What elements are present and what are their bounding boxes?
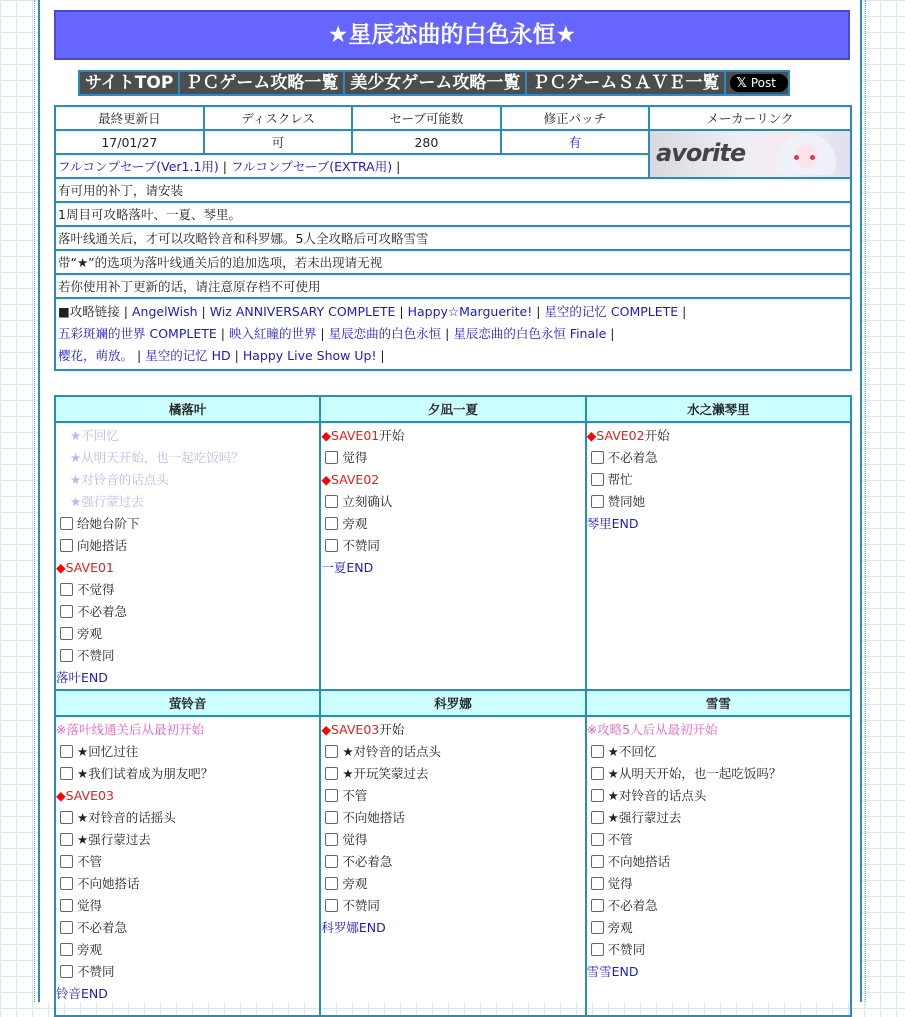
save-suffix: 开始 xyxy=(644,428,670,443)
route-header: 科罗娜 xyxy=(320,690,585,716)
choice-checkbox[interactable] xyxy=(325,451,338,464)
choice-checkbox[interactable] xyxy=(591,767,604,780)
guide-link[interactable]: 星空的记忆 HD xyxy=(145,348,231,363)
choice-label: 不向她搭话 xyxy=(342,810,405,825)
value-save-slots: 280 xyxy=(352,130,500,154)
save-point xyxy=(587,425,850,447)
choice-checkbox[interactable] xyxy=(60,627,73,640)
choice-label: ★对铃音的话点头 xyxy=(70,472,169,487)
choice-item xyxy=(321,895,584,917)
save-link-ver11[interactable]: フルコンプセーブ(Ver1.1用) xyxy=(58,159,219,174)
note-patch-warning: 若你使用补丁更新的话，请注意原存档不可使用 xyxy=(55,274,851,298)
note-text: ※攻略5人后从最初开始 xyxy=(586,722,718,737)
header-patch: 修正パッチ xyxy=(501,106,649,130)
choice-label: ★从明天开始，也一起吃饭吗？ xyxy=(607,766,782,781)
choice-checkbox[interactable] xyxy=(591,877,604,890)
choice-label: ★开玩笑蒙过去 xyxy=(342,766,429,781)
note-text: ※落叶线通关后从最初开始 xyxy=(56,722,204,737)
save-point xyxy=(56,785,319,807)
note-patch: 有可用的补丁，请安装 xyxy=(55,178,851,202)
choice-checkbox[interactable] xyxy=(60,899,73,912)
choice-checkbox[interactable] xyxy=(60,583,73,596)
choice-item xyxy=(56,741,319,763)
diamond-icon: ◆ xyxy=(321,722,331,737)
nav-bishoujo-game-list[interactable]: 美少女ゲーム攻略一覧 xyxy=(345,72,527,94)
save-suffix: 开始 xyxy=(379,428,405,443)
choice-label: 不管 xyxy=(77,854,103,869)
guide-label: ■攻略链接 xyxy=(58,304,120,319)
choice-item xyxy=(587,829,850,851)
save-suffix: 开始 xyxy=(379,722,405,737)
choice-item xyxy=(56,829,319,851)
choice-label: 觉得 xyxy=(77,898,103,913)
choice-checkbox[interactable] xyxy=(325,517,338,530)
route-header: 夕凪一夏 xyxy=(320,396,585,422)
save-label: SAVE02 xyxy=(330,472,380,487)
route-header: 萤铃音 xyxy=(55,690,320,716)
choice-label: 不赞同 xyxy=(77,964,115,979)
guide-link[interactable]: 星辰恋曲的白色永恒 xyxy=(328,326,442,341)
nav-pc-save-list[interactable]: ＰＣゲームＳＡＶＥ一覧 xyxy=(527,72,726,94)
guide-link[interactable]: 星辰恋曲的白色永恒 Finale xyxy=(453,326,607,341)
save-download-row: フルコンプセーブ(Ver1.1用) | フルコンプセーブ(EXTRA用) | xyxy=(55,154,649,178)
choice-checkbox[interactable] xyxy=(60,965,73,978)
choice-label: 不赞同 xyxy=(342,898,380,913)
choice-checkbox[interactable] xyxy=(325,745,338,758)
choice-label: 不觉得 xyxy=(77,582,115,597)
choice-item xyxy=(56,961,319,983)
choice-label: ★强行蒙过去 xyxy=(607,810,682,825)
choice-item xyxy=(587,939,850,961)
choice-item xyxy=(321,535,584,557)
choice-item xyxy=(321,741,584,763)
header-last-updated: 最終更新日 xyxy=(55,106,204,130)
choice-item xyxy=(56,645,319,667)
choice-checkbox[interactable] xyxy=(591,899,604,912)
choice-checkbox[interactable] xyxy=(60,921,73,934)
choice-checkbox[interactable] xyxy=(325,767,338,780)
save-label: SAVE01 xyxy=(330,428,380,443)
choice-label: 旁观 xyxy=(342,516,368,531)
choice-label: 旁观 xyxy=(342,876,368,891)
choice-checkbox[interactable] xyxy=(591,921,604,934)
content-column xyxy=(38,0,862,1002)
choice-checkbox[interactable] xyxy=(325,855,338,868)
guide-link[interactable]: 映入紅瞳的世界 xyxy=(228,326,317,341)
guide-link[interactable]: 樱花，萌放。 xyxy=(58,348,134,363)
choice-item xyxy=(56,939,319,961)
choice-item xyxy=(56,807,319,829)
choice-item xyxy=(587,447,850,469)
guide-link[interactable]: Wiz ANNIVERSARY COMPLETE xyxy=(209,304,396,319)
top-nav xyxy=(78,70,790,96)
choice-item xyxy=(321,807,584,829)
choice-item xyxy=(587,763,850,785)
save-label: SAVE03 xyxy=(65,788,114,803)
choice-checkbox[interactable] xyxy=(325,495,338,508)
choice-item xyxy=(321,829,584,851)
route-cell xyxy=(320,716,585,1016)
choice-item xyxy=(321,873,584,895)
patch-link[interactable]: 有 xyxy=(501,130,649,154)
choice-checkbox[interactable] xyxy=(60,517,73,530)
choice-checkbox[interactable] xyxy=(591,745,604,758)
ending-label: 雪雪END xyxy=(586,964,639,979)
choice-checkbox[interactable] xyxy=(60,811,73,824)
choice-item xyxy=(56,851,319,873)
choice-checkbox[interactable] xyxy=(325,539,338,552)
choice-label: 不向她搭话 xyxy=(607,854,671,869)
choice-item xyxy=(587,469,850,491)
guide-link[interactable]: 星空的记忆 COMPLETE xyxy=(544,304,679,319)
choice-label: 不向她搭话 xyxy=(77,876,140,891)
x-post-label: Post xyxy=(750,76,776,90)
choice-label: 不赞同 xyxy=(342,538,380,553)
guide-link[interactable]: 五彩斑斓的世界 COMPLETE xyxy=(58,326,217,341)
choice-label: ★强行蒙过去 xyxy=(70,494,144,509)
choice-checkbox[interactable] xyxy=(60,877,73,890)
choice-label: ★强行蒙过去 xyxy=(77,832,151,847)
choice-label: 赞同她 xyxy=(607,494,646,509)
save-label: SAVE03 xyxy=(330,722,380,737)
ending-link[interactable] xyxy=(587,961,850,983)
choice-label: ★不回忆 xyxy=(70,428,119,443)
maker-logo-text: avorite xyxy=(656,139,746,167)
choice-item xyxy=(321,491,584,513)
header-save-slots: セーブ可能数 xyxy=(352,106,500,130)
note-unlock-order: 落叶线通关后，才可以攻略铃音和科罗娜。5人全攻略后可攻略雪雪 xyxy=(55,226,851,250)
choice-item xyxy=(587,807,850,829)
choice-item xyxy=(321,785,584,807)
ending-link[interactable] xyxy=(321,917,584,939)
choice-checkbox[interactable] xyxy=(325,833,338,846)
choice-item xyxy=(56,601,319,623)
choice-checkbox[interactable] xyxy=(591,473,604,486)
choice-item xyxy=(56,917,319,939)
choice-item xyxy=(587,741,850,763)
route-cell xyxy=(586,422,851,690)
choice-checkbox[interactable] xyxy=(591,789,604,802)
choice-checkbox[interactable] xyxy=(325,789,338,802)
choice-item xyxy=(321,447,584,469)
header-maker-link: メーカーリンク xyxy=(649,106,851,130)
choice-label: 觉得 xyxy=(342,832,368,847)
note-star-options: 带“★”的选项为落叶线通关后的追加选项，若未出现请无视 xyxy=(55,250,851,274)
save-point xyxy=(321,719,584,741)
choice-label: 帮忙 xyxy=(607,472,633,487)
choice-item xyxy=(56,623,319,645)
save-point xyxy=(56,557,319,579)
choice-checkbox[interactable] xyxy=(591,833,604,846)
choice-checkbox[interactable] xyxy=(591,495,604,508)
ending-label: 琴里END xyxy=(586,516,639,531)
choice-label: 不赞同 xyxy=(607,942,646,957)
choice-label: 不赞同 xyxy=(77,648,115,663)
choice-checkbox[interactable] xyxy=(325,811,338,824)
choice-label: 给她台阶下 xyxy=(77,516,140,531)
choice-item xyxy=(321,513,584,535)
guide-links-cell: ■攻略链接 | AngelWish | Wiz ANNIVERSARY COMPLETE | Happy☆Marguerite! | 星空的记忆 COMPLETE | 五彩斑斓的世界 COMPLETE | 映入紅瞳的世界 | 星辰恋曲的白色永恒 | 星辰恋曲的白色永恒 Finale | 樱花，萌放。 | 星空的记忆 HD | Happy Live Show Up! | xyxy=(55,298,851,370)
nav-pc-game-list[interactable]: ＰＣゲーム攻略一覧 xyxy=(180,72,345,94)
choice-checkbox[interactable] xyxy=(591,811,604,824)
page-title: ★星辰恋曲的白色永恒★ xyxy=(54,10,850,60)
choice-label: 旁观 xyxy=(77,626,103,641)
choice-label: 不管 xyxy=(342,788,368,803)
choice-label: ★我们试着成为朋友吧？ xyxy=(77,766,214,781)
nav-site-top[interactable]: サイトTOP xyxy=(80,72,180,94)
choice-item xyxy=(56,579,319,601)
route-cell xyxy=(320,422,585,690)
route-cell xyxy=(55,716,320,1016)
choice-checkbox[interactable] xyxy=(60,767,73,780)
character-illustration xyxy=(776,133,836,175)
guide-link[interactable]: Happy Live Show Up! xyxy=(242,348,377,363)
choice-label: 立刻确认 xyxy=(342,494,393,509)
choice-checkbox[interactable] xyxy=(60,855,73,868)
ending-link[interactable] xyxy=(587,513,850,535)
ending-label: 铃音END xyxy=(56,986,108,1001)
choice-checkbox[interactable] xyxy=(60,943,73,956)
choice-label: ★对铃音的话点头 xyxy=(342,744,442,759)
star-option-faded xyxy=(56,469,319,491)
route-cell xyxy=(55,422,320,690)
choice-label: 不必着急 xyxy=(607,450,658,465)
choice-label: ★对铃音的话点头 xyxy=(607,788,707,803)
choice-item xyxy=(56,763,319,785)
choice-label: ★回忆过往 xyxy=(77,744,139,759)
route-cell xyxy=(586,716,851,1016)
choice-item xyxy=(56,873,319,895)
choice-item xyxy=(587,851,850,873)
choice-item xyxy=(56,535,319,557)
choice-label: 觉得 xyxy=(342,450,368,465)
diamond-icon: ◆ xyxy=(56,560,66,575)
choice-label: ★对铃音的话摇头 xyxy=(77,810,176,825)
save-label: SAVE02 xyxy=(596,428,645,443)
ending-link[interactable] xyxy=(321,557,584,579)
choice-item xyxy=(321,763,584,785)
star-option-faded xyxy=(56,425,319,447)
ending-label: 科罗娜END xyxy=(321,920,386,935)
save-point xyxy=(321,469,584,491)
diamond-icon: ◆ xyxy=(586,428,597,443)
choice-item xyxy=(587,895,850,917)
route-header: 雪雪 xyxy=(586,690,851,716)
choice-checkbox[interactable] xyxy=(325,877,338,890)
choice-label: 不必着急 xyxy=(607,898,658,913)
choice-item xyxy=(587,785,850,807)
choice-label: 不必着急 xyxy=(342,854,393,869)
choice-label: 不必着急 xyxy=(77,920,128,935)
guide-link[interactable]: Happy☆Marguerite! xyxy=(407,304,533,319)
choice-checkbox[interactable] xyxy=(591,943,604,956)
choice-checkbox[interactable] xyxy=(325,899,338,912)
ending-link[interactable] xyxy=(56,667,319,689)
choice-checkbox[interactable] xyxy=(60,833,73,846)
choice-label: 不管 xyxy=(607,832,633,847)
choice-item xyxy=(321,851,584,873)
choice-label: ★不回忆 xyxy=(607,744,657,759)
guide-link[interactable]: AngelWish xyxy=(131,304,198,319)
choice-checkbox[interactable] xyxy=(591,451,604,464)
route-table xyxy=(54,395,852,1017)
star-option-faded xyxy=(56,447,319,469)
save-point xyxy=(321,425,584,447)
choice-label: 不必着急 xyxy=(77,604,128,619)
ending-label: 落叶END xyxy=(56,670,108,685)
choice-checkbox[interactable] xyxy=(60,605,73,618)
x-logo-icon: 𝕏 xyxy=(736,76,747,91)
value-last-updated: 17/01/27 xyxy=(55,130,204,154)
choice-checkbox[interactable] xyxy=(60,649,73,662)
diamond-icon: ◆ xyxy=(321,428,331,443)
save-link-extra[interactable]: フルコンプセーブ(EXTRA用) xyxy=(230,159,393,174)
choice-item xyxy=(56,895,319,917)
choice-label: 向她搭话 xyxy=(77,538,128,553)
info-table xyxy=(54,105,852,371)
choice-item xyxy=(56,513,319,535)
maker-logo[interactable] xyxy=(650,131,850,177)
choice-checkbox[interactable] xyxy=(60,745,73,758)
choice-item xyxy=(587,917,850,939)
note-first-playthrough: 1周目可攻略落叶、一夏、琴里。 xyxy=(55,202,851,226)
choice-checkbox[interactable] xyxy=(60,539,73,552)
choice-label: ★从明天开始，也一起吃饭吗？ xyxy=(70,450,244,465)
choice-item xyxy=(587,491,850,513)
choice-label: 旁观 xyxy=(607,920,633,935)
maker-logo-cell[interactable] xyxy=(649,130,851,178)
route-note xyxy=(56,719,319,741)
ending-label: 一夏END xyxy=(321,560,374,575)
value-diskless: 可 xyxy=(204,130,352,154)
save-label: SAVE01 xyxy=(65,560,114,575)
header-diskless: ディスクレス xyxy=(204,106,352,130)
route-header: 橘落叶 xyxy=(55,396,320,422)
route-header: 水之濑琴里 xyxy=(586,396,851,422)
route-note xyxy=(587,719,850,741)
x-post-button[interactable] xyxy=(730,74,788,92)
star-option-faded xyxy=(56,491,319,513)
choice-checkbox[interactable] xyxy=(591,855,604,868)
choice-label: 旁观 xyxy=(77,942,103,957)
choice-label: 觉得 xyxy=(607,876,633,891)
choice-item xyxy=(587,873,850,895)
diamond-icon: ◆ xyxy=(56,788,66,803)
diamond-icon: ◆ xyxy=(321,472,331,487)
